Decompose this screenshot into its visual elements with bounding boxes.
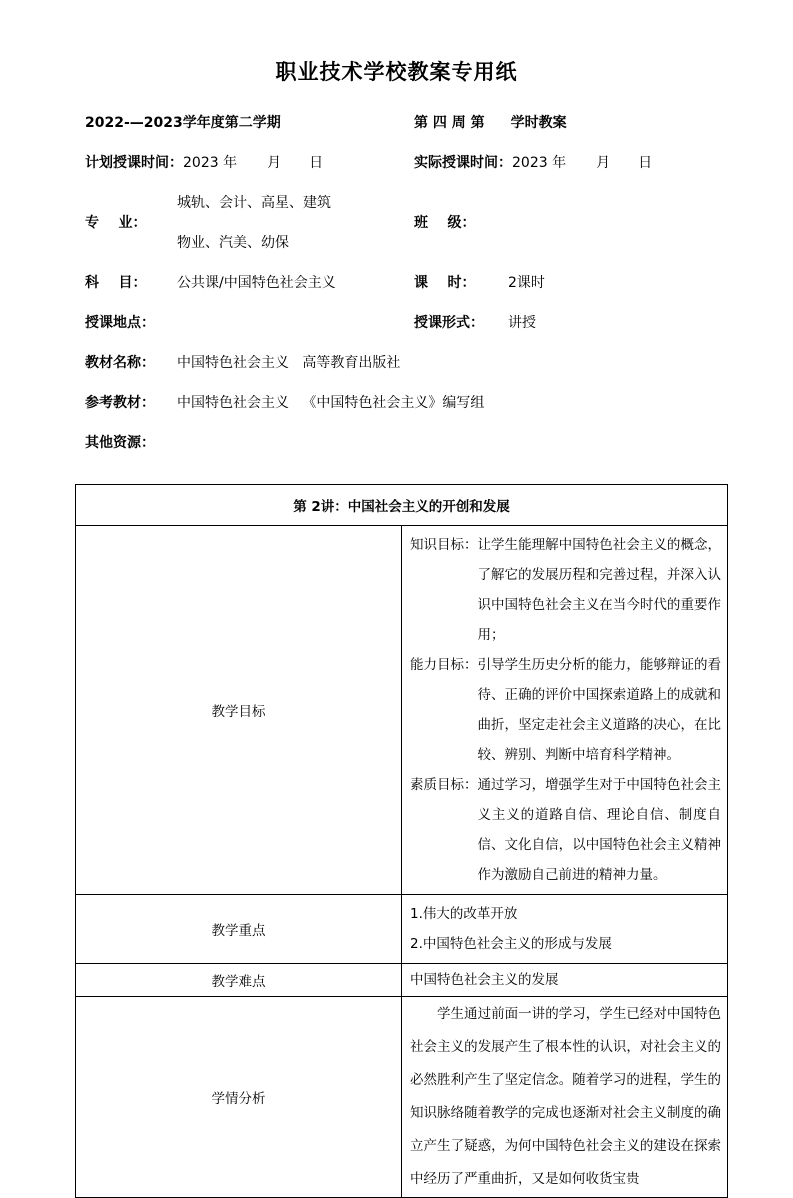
analysis-content	[402, 997, 728, 1198]
reference-value: 中国特色社会主义 《中国特色社会主义》编写组	[177, 395, 485, 411]
textbook-value: 中国特色社会主义 高等教育出版社	[177, 355, 401, 371]
subject-label: 科 目：	[85, 275, 147, 291]
actual-time-label: 实际授课时间	[414, 155, 498, 171]
objectives-content	[402, 526, 728, 895]
planned-month: 月	[267, 155, 282, 171]
major-line-1: 城轨、会计、高星、建筑	[177, 195, 331, 211]
form-label: 授课形式：	[414, 315, 484, 331]
objective-item	[410, 530, 721, 650]
table-row	[76, 526, 728, 895]
actual-month: 月	[596, 155, 611, 171]
analysis-label: 学情分析	[76, 997, 402, 1198]
hours-value: 2课时	[508, 275, 545, 291]
hours-label: 课 时：	[414, 275, 476, 291]
actual-time: 实际授课时间：2023 年 月 日	[414, 155, 653, 171]
table-row	[76, 997, 728, 1198]
form-value: 讲授	[508, 315, 536, 331]
objective-text: 让学生能理解中国特色社会主义的概念，了解它的发展历程和完善过程，并深入认识中国特色社会主义在当今时代的重要作用；	[477, 537, 721, 643]
class-label: 班 级：	[414, 215, 476, 231]
objective-text: 通过学习，增强学生对于中国特色社会主义主义的道路自信、理论自信、制度自信、文化自信，以中国特色社会主义精神作为激励自己前进的精神力量。	[477, 777, 721, 883]
subject-value: 公共课/中国特色社会主义	[177, 275, 336, 291]
objective-key: 素质目标：	[410, 777, 478, 793]
term-label: 2022-—2023学年度第二学期	[85, 115, 281, 131]
document-title: 职业技术学校教案专用纸	[275, 60, 518, 84]
analysis-text: 学生通过前面一讲的学习，学生已经对中国特色社会主义的发展产生了根本性的认识，对社会主义的必然胜利产生了坚定信念。随着学习的进程，学生的知识脉络随着教学的完成也逐渐对社会主义制度的确立产生了疑惑，为何中国特色社会主义的建设在探索中经历了严重曲折，又是如何收货宝贵	[410, 1006, 721, 1187]
key-points-content	[402, 895, 728, 964]
planned-time: 计划授课时间：2023 年 月 日	[85, 155, 324, 171]
objective-text: 引导学生历史分析的能力，能够辩证的看待、正确的评价中国探索道路上的成就和曲折，坚定走社会主义道路的决心，在比较、辨别、判断中培育科学精神。	[477, 657, 721, 763]
planned-day: 日	[309, 155, 324, 171]
reference-label: 参考教材：	[85, 395, 155, 411]
difficulty-content	[402, 964, 728, 997]
major-label: 专 业：	[85, 215, 147, 231]
table-row	[76, 895, 728, 964]
key-point-item: 2.中国特色社会主义的形成与发展	[410, 936, 612, 952]
major-line-2: 物业、汽美、幼保	[177, 235, 289, 251]
objective-key: 能力目标：	[410, 657, 478, 673]
planned-time-label: 计划授课时间	[85, 155, 169, 171]
objective-key: 知识目标：	[410, 537, 478, 553]
week-prefix: 第 四 周 第	[414, 115, 485, 131]
key-point-item: 1.伟大的改革开放	[410, 906, 518, 922]
difficulty-text: 中国特色社会主义的发展	[410, 972, 559, 988]
objective-item	[410, 770, 721, 890]
textbook-label: 教材名称：	[85, 355, 155, 371]
table-row	[76, 485, 728, 526]
week-suffix: 学时教案	[510, 115, 567, 131]
other-resources-label: 其他资源：	[85, 435, 155, 451]
week-info	[414, 113, 567, 133]
planned-year: 2023 年	[183, 155, 238, 171]
difficulty-label: 教学难点	[76, 964, 402, 997]
actual-year: 2023 年	[512, 155, 567, 171]
lesson-plan-table	[75, 484, 728, 1198]
objectives-label: 教学目标	[76, 526, 402, 895]
key-points-label: 教学重点	[76, 895, 402, 964]
lesson-heading: 第 2讲：中国社会主义的开创和发展	[76, 485, 728, 526]
location-label: 授课地点：	[85, 315, 155, 331]
table-row	[76, 964, 728, 997]
objective-item	[410, 650, 721, 770]
actual-day: 日	[638, 155, 653, 171]
